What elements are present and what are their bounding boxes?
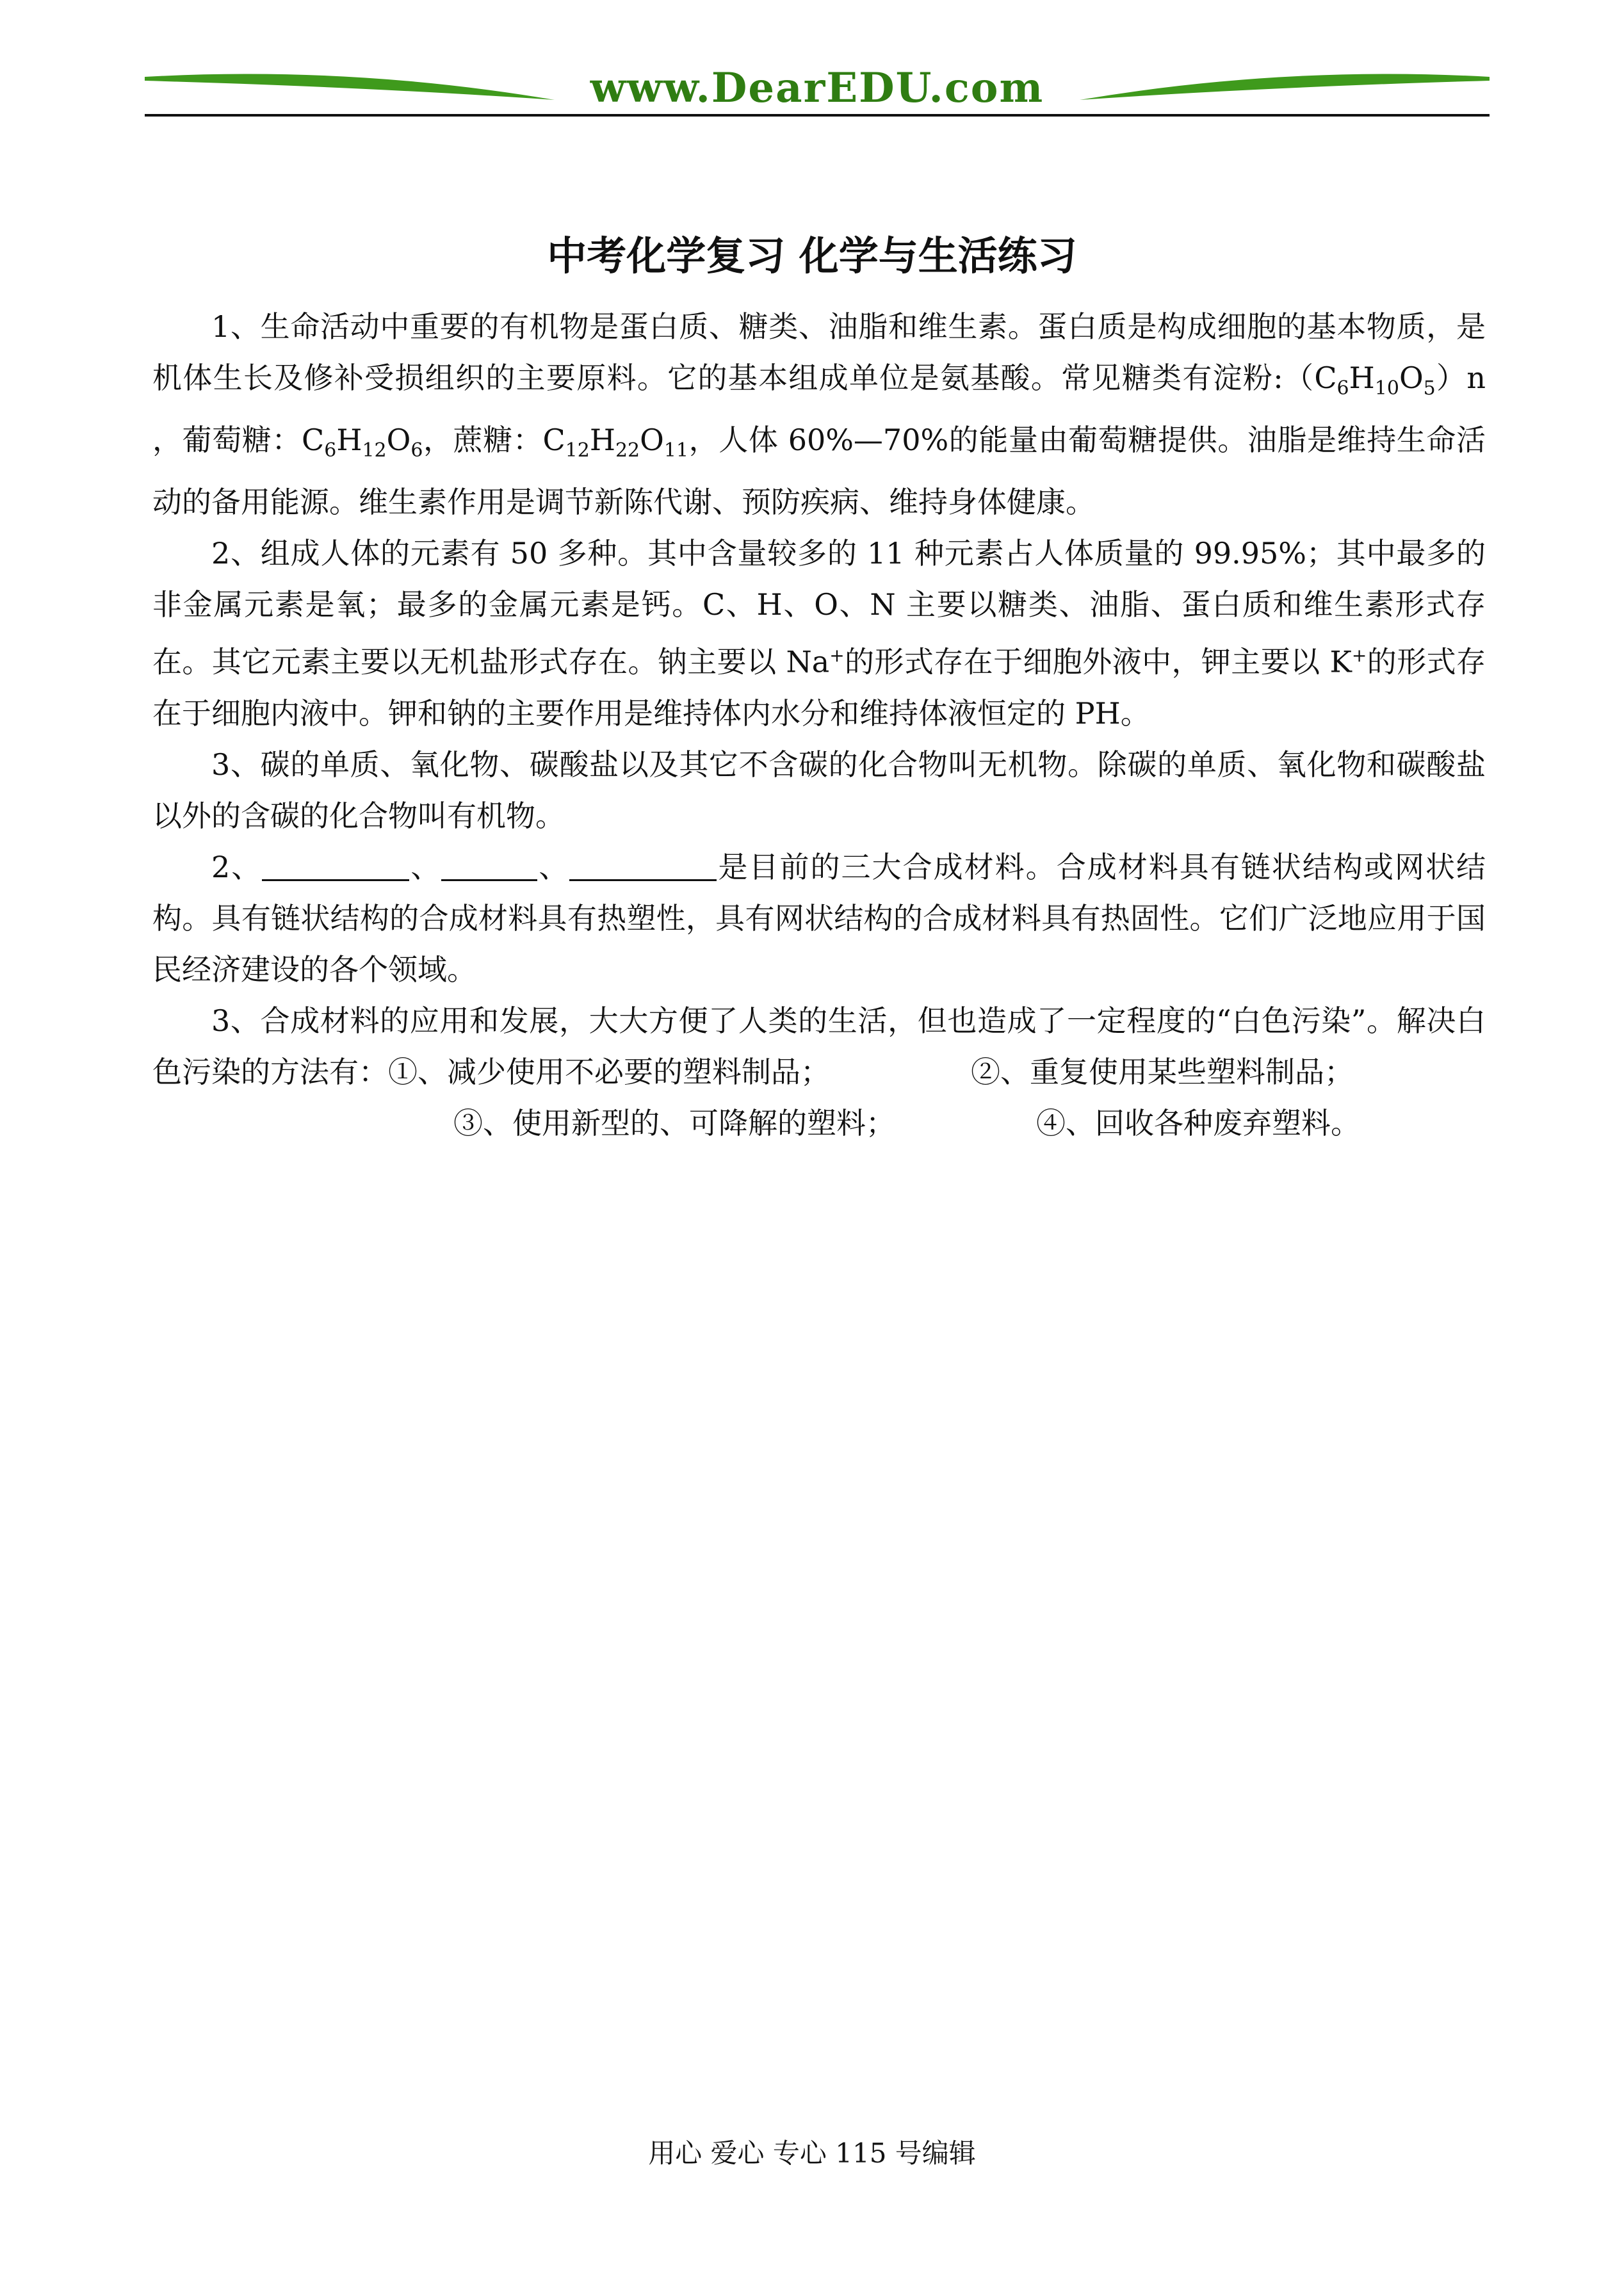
page-footer: 用心 爱心 专心 115 号编辑 (648, 2137, 976, 2169)
paragraph-2: 2、组成人体的元素有 50 多种。其中含量较多的 11 种元素占人体质量的 99.95%；其中最多的非金属元素是氧；最多的金属元素是钙。C、H、O、N 主要以糖类、油脂、蛋白质和维生素形式存在。其它元素主要以无机盐形式存在。钠主要以 Na+的形式存在于细胞外液中，钾主要以 K+的形式存在于细胞内液中。钾和钠的主要作用是维持体内水分和维持体液恒定的 PH。 (152, 536, 1486, 731)
fill-blank-3[interactable] (569, 850, 717, 881)
document-body (152, 301, 1486, 1149)
paragraph-4: 2、 、 、 是目前的三大合成材料。合成材料具有链状结构或网状结构。具有链状结构的合成材料具有热塑性，具有网状结构的合成材料具有热固性。它们广泛地应用于国民经济建设的各个领域。 (152, 849, 1486, 987)
paragraph-3: 3、碳的单质、氧化物、碳酸盐以及其它不含碳的化合物叫无机物。除碳的单质、氧化物和碳酸盐以外的含碳的化合物叫有机物。 (152, 747, 1486, 833)
page-title: 中考化学复习 化学与生活练习 (547, 232, 1077, 279)
paragraph-1: 1、生命活动中重要的有机物是蛋白质、糖类、油脂和维生素。蛋白质是构成细胞的基本物质，是机体生长及修补受损组织的主要原料。它的基本组成单位是氨基酸。常见糖类有淀粉$:(C_6H_{10}O_5)n$ ，葡萄糖：$C_6H_{12}O_6$，蔗糖：$C_{12}H_{22}O_{11}$，人体 60%—70%的能量由葡萄糖提供。油脂是维持生命活动的备用能源。维生素作用是调节新陈代谢、预防疾病、维持身体健康。 (152, 309, 1486, 520)
fill-blank-2[interactable] (441, 850, 537, 881)
paragraph-5: 3、合成材料的应用和发展，大大方便了人类的生活，但也造成了一定程度的“白色污染”。解决白色污染的方法有：①、减少使用不必要的塑料制品； ②、重复使用某些塑料制品； ③、使用新型的、可降解的塑料； ④、回收各种废弃塑料。 (152, 995, 1486, 1149)
site-header (145, 61, 1490, 126)
paragraph-5-line2: ③、使用新型的、可降解的塑料； ④、回收各种废弃塑料。 (453, 1105, 1360, 1140)
fill-blank-1[interactable] (262, 850, 409, 881)
site-logo-text: www.DearEDU.com (590, 64, 1044, 112)
